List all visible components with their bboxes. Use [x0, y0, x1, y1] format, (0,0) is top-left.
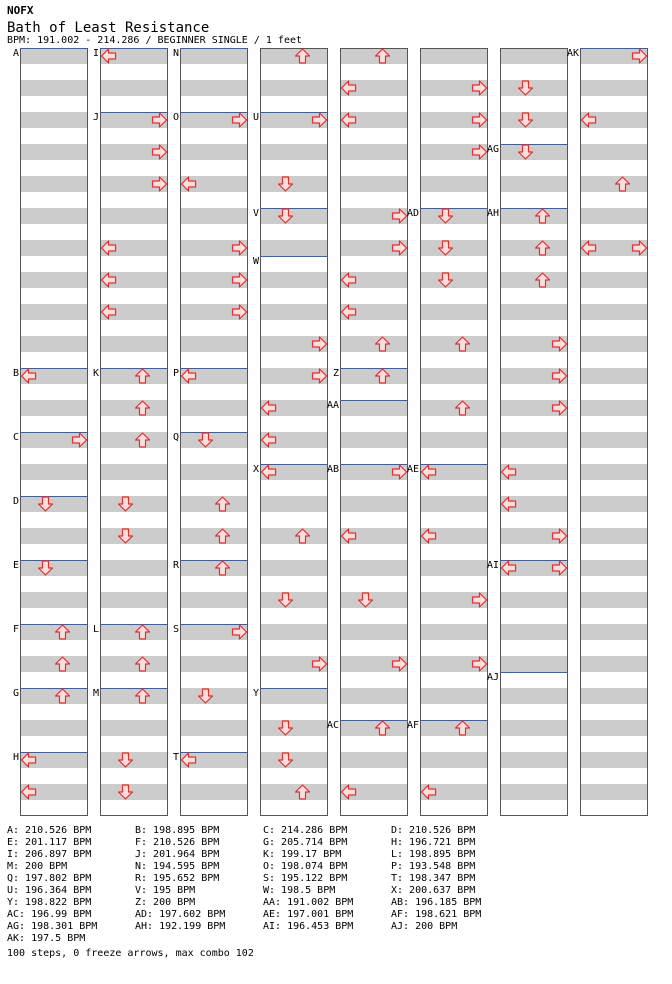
bpm-change-entry: P: 193.548 BPM — [391, 861, 476, 872]
bpm-marker-label: W — [252, 256, 259, 267]
bpm-change-entry: V: 195 BPM — [135, 885, 196, 896]
bpm-marker-label: AG — [486, 144, 499, 155]
bpm-change-entry: AD: 197.602 BPM — [135, 909, 226, 920]
bpm-change-entry: L: 198.895 BPM — [391, 849, 476, 860]
bpm-marker-label: AB — [326, 464, 339, 475]
bpm-change-entry: A: 210.526 BPM — [7, 825, 92, 836]
bpm-change-entry: S: 195.122 BPM — [263, 873, 348, 884]
bpm-marker-label: Z — [332, 368, 339, 379]
chart-column — [260, 48, 328, 816]
artist-name: NOFX — [7, 4, 34, 17]
chart-column — [340, 48, 408, 816]
bpm-marker-label: X — [252, 464, 259, 475]
bpm-change-entry: R: 195.652 BPM — [135, 873, 220, 884]
bpm-marker-label: R — [172, 560, 179, 571]
bpm-marker-label: T — [172, 752, 179, 763]
bpm-marker-label: V — [252, 208, 259, 219]
bpm-marker-label: K — [92, 368, 99, 379]
chart-column — [420, 48, 488, 816]
bpm-change-entry: AH: 192.199 BPM — [135, 921, 226, 932]
bpm-change-entry: U: 196.364 BPM — [7, 885, 92, 896]
bpm-change-entry: H: 196.721 BPM — [391, 837, 476, 848]
bpm-change-entry: Z: 200 BPM — [135, 897, 196, 908]
bpm-change-entry: G: 205.714 BPM — [263, 837, 348, 848]
bpm-change-entry: Q: 197.802 BPM — [7, 873, 92, 884]
bpm-marker-label: U — [252, 112, 259, 123]
bpm-marker-label: L — [92, 624, 99, 635]
bpm-marker-label: AJ — [486, 672, 499, 683]
bpm-change-entry: O: 198.074 BPM — [263, 861, 348, 872]
bpm-change-entry: AC: 196.99 BPM — [7, 909, 92, 920]
bpm-change-entry: C: 214.286 BPM — [263, 825, 348, 836]
bpm-change-entry: B: 198.895 BPM — [135, 825, 220, 836]
bpm-marker-label: C — [12, 432, 19, 443]
bpm-marker-label: S — [172, 624, 179, 635]
bpm-marker-label: A — [12, 48, 19, 59]
bpm-marker-label: E — [12, 560, 19, 571]
bpm-marker-label: N — [172, 48, 179, 59]
bpm-marker-label: G — [12, 688, 19, 699]
bpm-change-entry: J: 201.964 BPM — [135, 849, 220, 860]
bpm-change-entry: K: 199.17 BPM — [263, 849, 342, 860]
song-title: Bath of Least Resistance — [7, 20, 210, 36]
bpm-marker-label: H — [12, 752, 19, 763]
bpm-marker-label: B — [12, 368, 19, 379]
step-summary: 100 steps, 0 freeze arrows, max combo 102 — [7, 948, 254, 959]
bpm-marker-label: AF — [406, 720, 419, 731]
bpm-change-entry: E: 201.117 BPM — [7, 837, 92, 848]
bpm-marker-label: J — [92, 112, 99, 123]
bpm-marker-label: AK — [566, 48, 579, 59]
bpm-marker-label: F — [12, 624, 19, 635]
bpm-change-entry: AA: 191.002 BPM — [263, 897, 354, 908]
bpm-change-entry: F: 210.526 BPM — [135, 837, 220, 848]
bpm-change-entry: AI: 196.453 BPM — [263, 921, 354, 932]
bpm-marker-label: AH — [486, 208, 499, 219]
bpm-change-entry: AG: 198.301 BPM — [7, 921, 98, 932]
bpm-marker-label: I — [92, 48, 99, 59]
bpm-marker-label: Y — [252, 688, 259, 699]
bpm-change-entry: N: 194.595 BPM — [135, 861, 220, 872]
bpm-marker-label: AI — [486, 560, 499, 571]
bpm-marker-label: O — [172, 112, 179, 123]
chart-column — [100, 48, 168, 816]
bpm-change-entry: T: 198.347 BPM — [391, 873, 476, 884]
bpm-marker-label: Q — [172, 432, 179, 443]
bpm-change-entry: AJ: 200 BPM — [391, 921, 458, 932]
bpm-change-entry: W: 198.5 BPM — [263, 885, 336, 896]
bpm-marker-label: AD — [406, 208, 419, 219]
bpm-change-entry: AF: 198.621 BPM — [391, 909, 482, 920]
bpm-marker-label: AE — [406, 464, 419, 475]
bpm-change-entry: M: 200 BPM — [7, 861, 68, 872]
bpm-marker-label: AC — [326, 720, 339, 731]
bpm-change-entry: AK: 197.5 BPM — [7, 933, 86, 944]
bpm-marker-label: M — [92, 688, 99, 699]
bpm-change-entry: AE: 197.001 BPM — [263, 909, 354, 920]
bpm-change-entry: D: 210.526 BPM — [391, 825, 476, 836]
chart-column — [580, 48, 648, 816]
bpm-change-entry: X: 200.637 BPM — [391, 885, 476, 896]
bpm-change-entry: AB: 196.185 BPM — [391, 897, 482, 908]
chart-info: BPM: 191.002 - 214.286 / BEGINNER SINGLE / 1 feet — [7, 35, 303, 46]
bpm-change-entry: I: 206.897 BPM — [7, 849, 92, 860]
chart-column — [500, 48, 568, 816]
bpm-marker-label: D — [12, 496, 19, 507]
bpm-marker-label: AA — [326, 400, 339, 411]
bpm-marker-label: P — [172, 368, 179, 379]
bpm-change-entry: Y: 198.822 BPM — [7, 897, 92, 908]
